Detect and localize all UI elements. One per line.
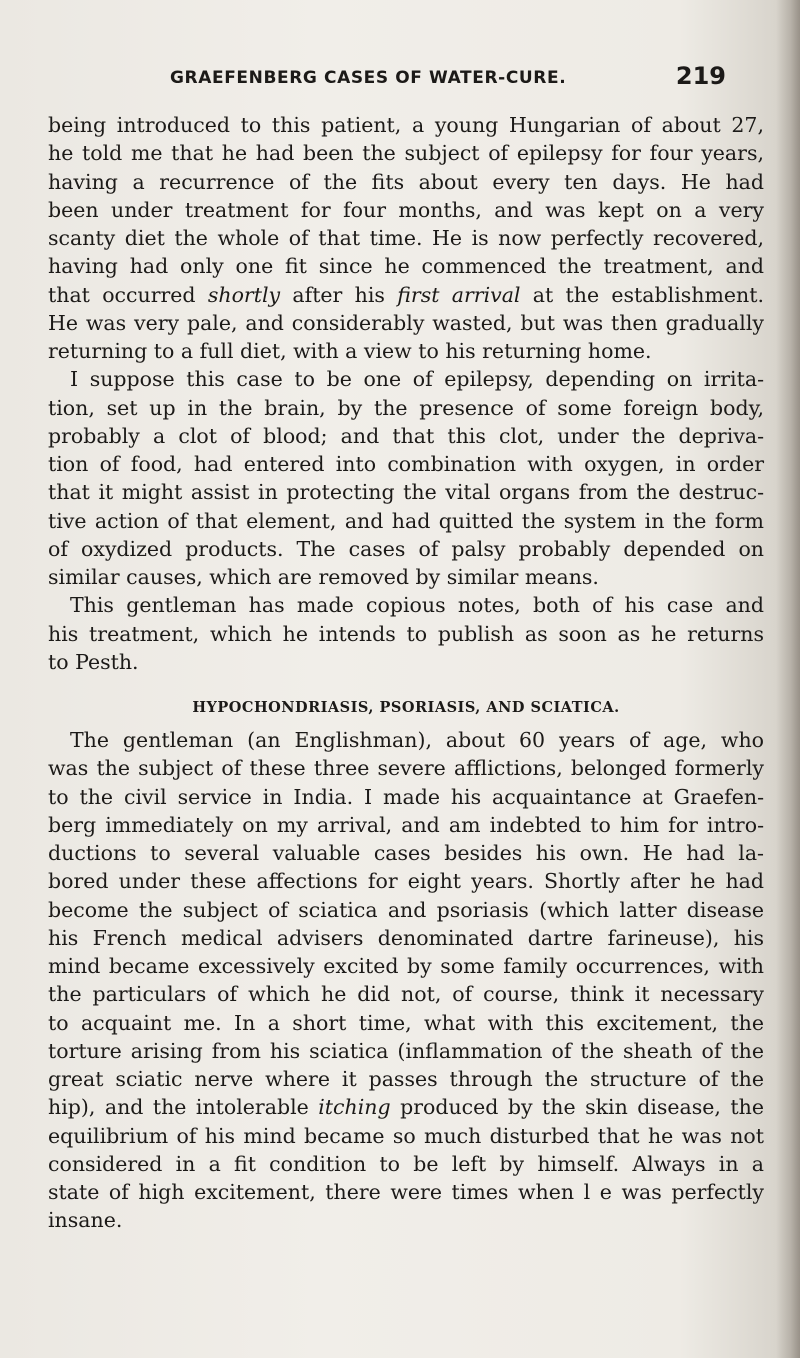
text-line: to Pesth.	[48, 649, 139, 674]
text-line: become the subject of sciatica and psoriasis (which latter disease	[48, 897, 764, 922]
text-line: mind became excessively excited by some family occurrences, with	[48, 954, 764, 978]
body-text	[48, 111, 764, 1235]
text-run: produced by the skin disease, the	[390, 1095, 764, 1120]
text-line: of oxydized products. The cases of palsy probably depended on	[48, 536, 764, 561]
text-line: insane.	[48, 1208, 123, 1233]
text-run: after his	[280, 282, 398, 307]
text-line: returning to a full diet, with a view to his returning home.	[48, 339, 652, 363]
text-line: I suppose this case to be one of epilepsy, depending on irrita-	[70, 367, 764, 392]
text-line: state of high excitement, there were times when l e was perfectly	[48, 1180, 764, 1204]
text-line: This gentleman has made copious notes, both of his case and	[70, 593, 764, 618]
text-line: being introduced to this patient, a young Hungarian of about 27,	[48, 113, 764, 137]
text-line	[48, 1093, 764, 1121]
text-line: great sciatic nerve where it passes through the structure of the	[48, 1067, 764, 1091]
text-line: having had only one fit since he commenced the treatment, and	[48, 254, 764, 279]
text-run: at the establishment.	[520, 282, 764, 307]
text-line: ductions to several valuable cases besides his own. He had la-	[48, 841, 764, 865]
text-line: tive action of that element, and had quitted the system in the form	[48, 508, 764, 533]
text-line: He was very pale, and considerably wasted, but was then gradually	[48, 310, 764, 335]
text-line: to the civil service in India. I made his acquaintance at Graefen-	[48, 784, 764, 809]
text-line: probably a clot of blood; and that this clot, under the depriva-	[48, 423, 764, 448]
paragraph-englishman-case	[48, 726, 764, 1235]
paragraph-epilepsy-case	[48, 111, 764, 365]
text-line: having a recurrence of the fits about every ten days. He had	[48, 169, 764, 194]
text-line: tion, set up in the brain, by the presence of some foreign body,	[48, 395, 764, 420]
text-line: berg immediately on my arrival, and am indebted to him for intro-	[48, 812, 764, 837]
section-heading: HYPOCHONDRIASIS, PSORIASIS, AND SCIATICA.	[192, 699, 620, 716]
text-line: been under treatment for four months, and was kept on a very	[48, 197, 764, 222]
italic-text: first arrival	[397, 282, 521, 307]
text-line: his French medical advisers denominated dartre farineuse), his	[48, 925, 764, 950]
text-line: scanty diet the whole of that time. He is now perfectly recovered,	[48, 226, 764, 250]
italic-text: itching	[318, 1095, 391, 1120]
paragraph-epilepsy-theory	[48, 365, 764, 591]
text-line: considered in a fit condition to be left by himself. Always in a	[48, 1151, 764, 1176]
page-header	[170, 62, 730, 98]
text-line: was the subject of these three severe afflictions, belonged formerly	[48, 756, 764, 781]
text-line: tion of food, had entered into combination with oxygen, in order	[48, 452, 764, 476]
text-line: that it might assist in protecting the vital organs from the destruc-	[48, 480, 764, 505]
spine-shadow	[776, 0, 800, 1358]
text-line: similar causes, which are removed by similar means.	[48, 565, 599, 589]
text-line: bored under these affections for eight years. Shortly after he had	[48, 869, 764, 894]
italic-text: shortly	[207, 282, 281, 307]
text-run: that occurred	[48, 282, 208, 307]
text-line	[48, 281, 764, 309]
paragraph-notes	[48, 591, 764, 676]
text-line: he told me that he had been the subject of epilepsy for four years,	[48, 141, 764, 166]
page-number: 219	[675, 62, 726, 90]
text-line: his treatment, which he intends to publish as soon as he returns	[48, 621, 764, 646]
text-run: hip), and the intolerable	[48, 1095, 319, 1120]
text-line: the particulars of which he did not, of course, think it necessary	[48, 982, 764, 1007]
text-line: The gentleman (an Englishman), about 60 years of age, who	[70, 728, 764, 752]
text-line: torture arising from his sciatica (inflammation of the sheath of the	[48, 1038, 764, 1063]
text-line: equilibrium of his mind became so much disturbed that he was not	[48, 1123, 764, 1148]
text-line: to acquaint me. In a short time, what with this excitement, the	[48, 1010, 764, 1035]
running-title: GRAEFENBERG CASES OF WATER-CURE.	[170, 68, 567, 88]
